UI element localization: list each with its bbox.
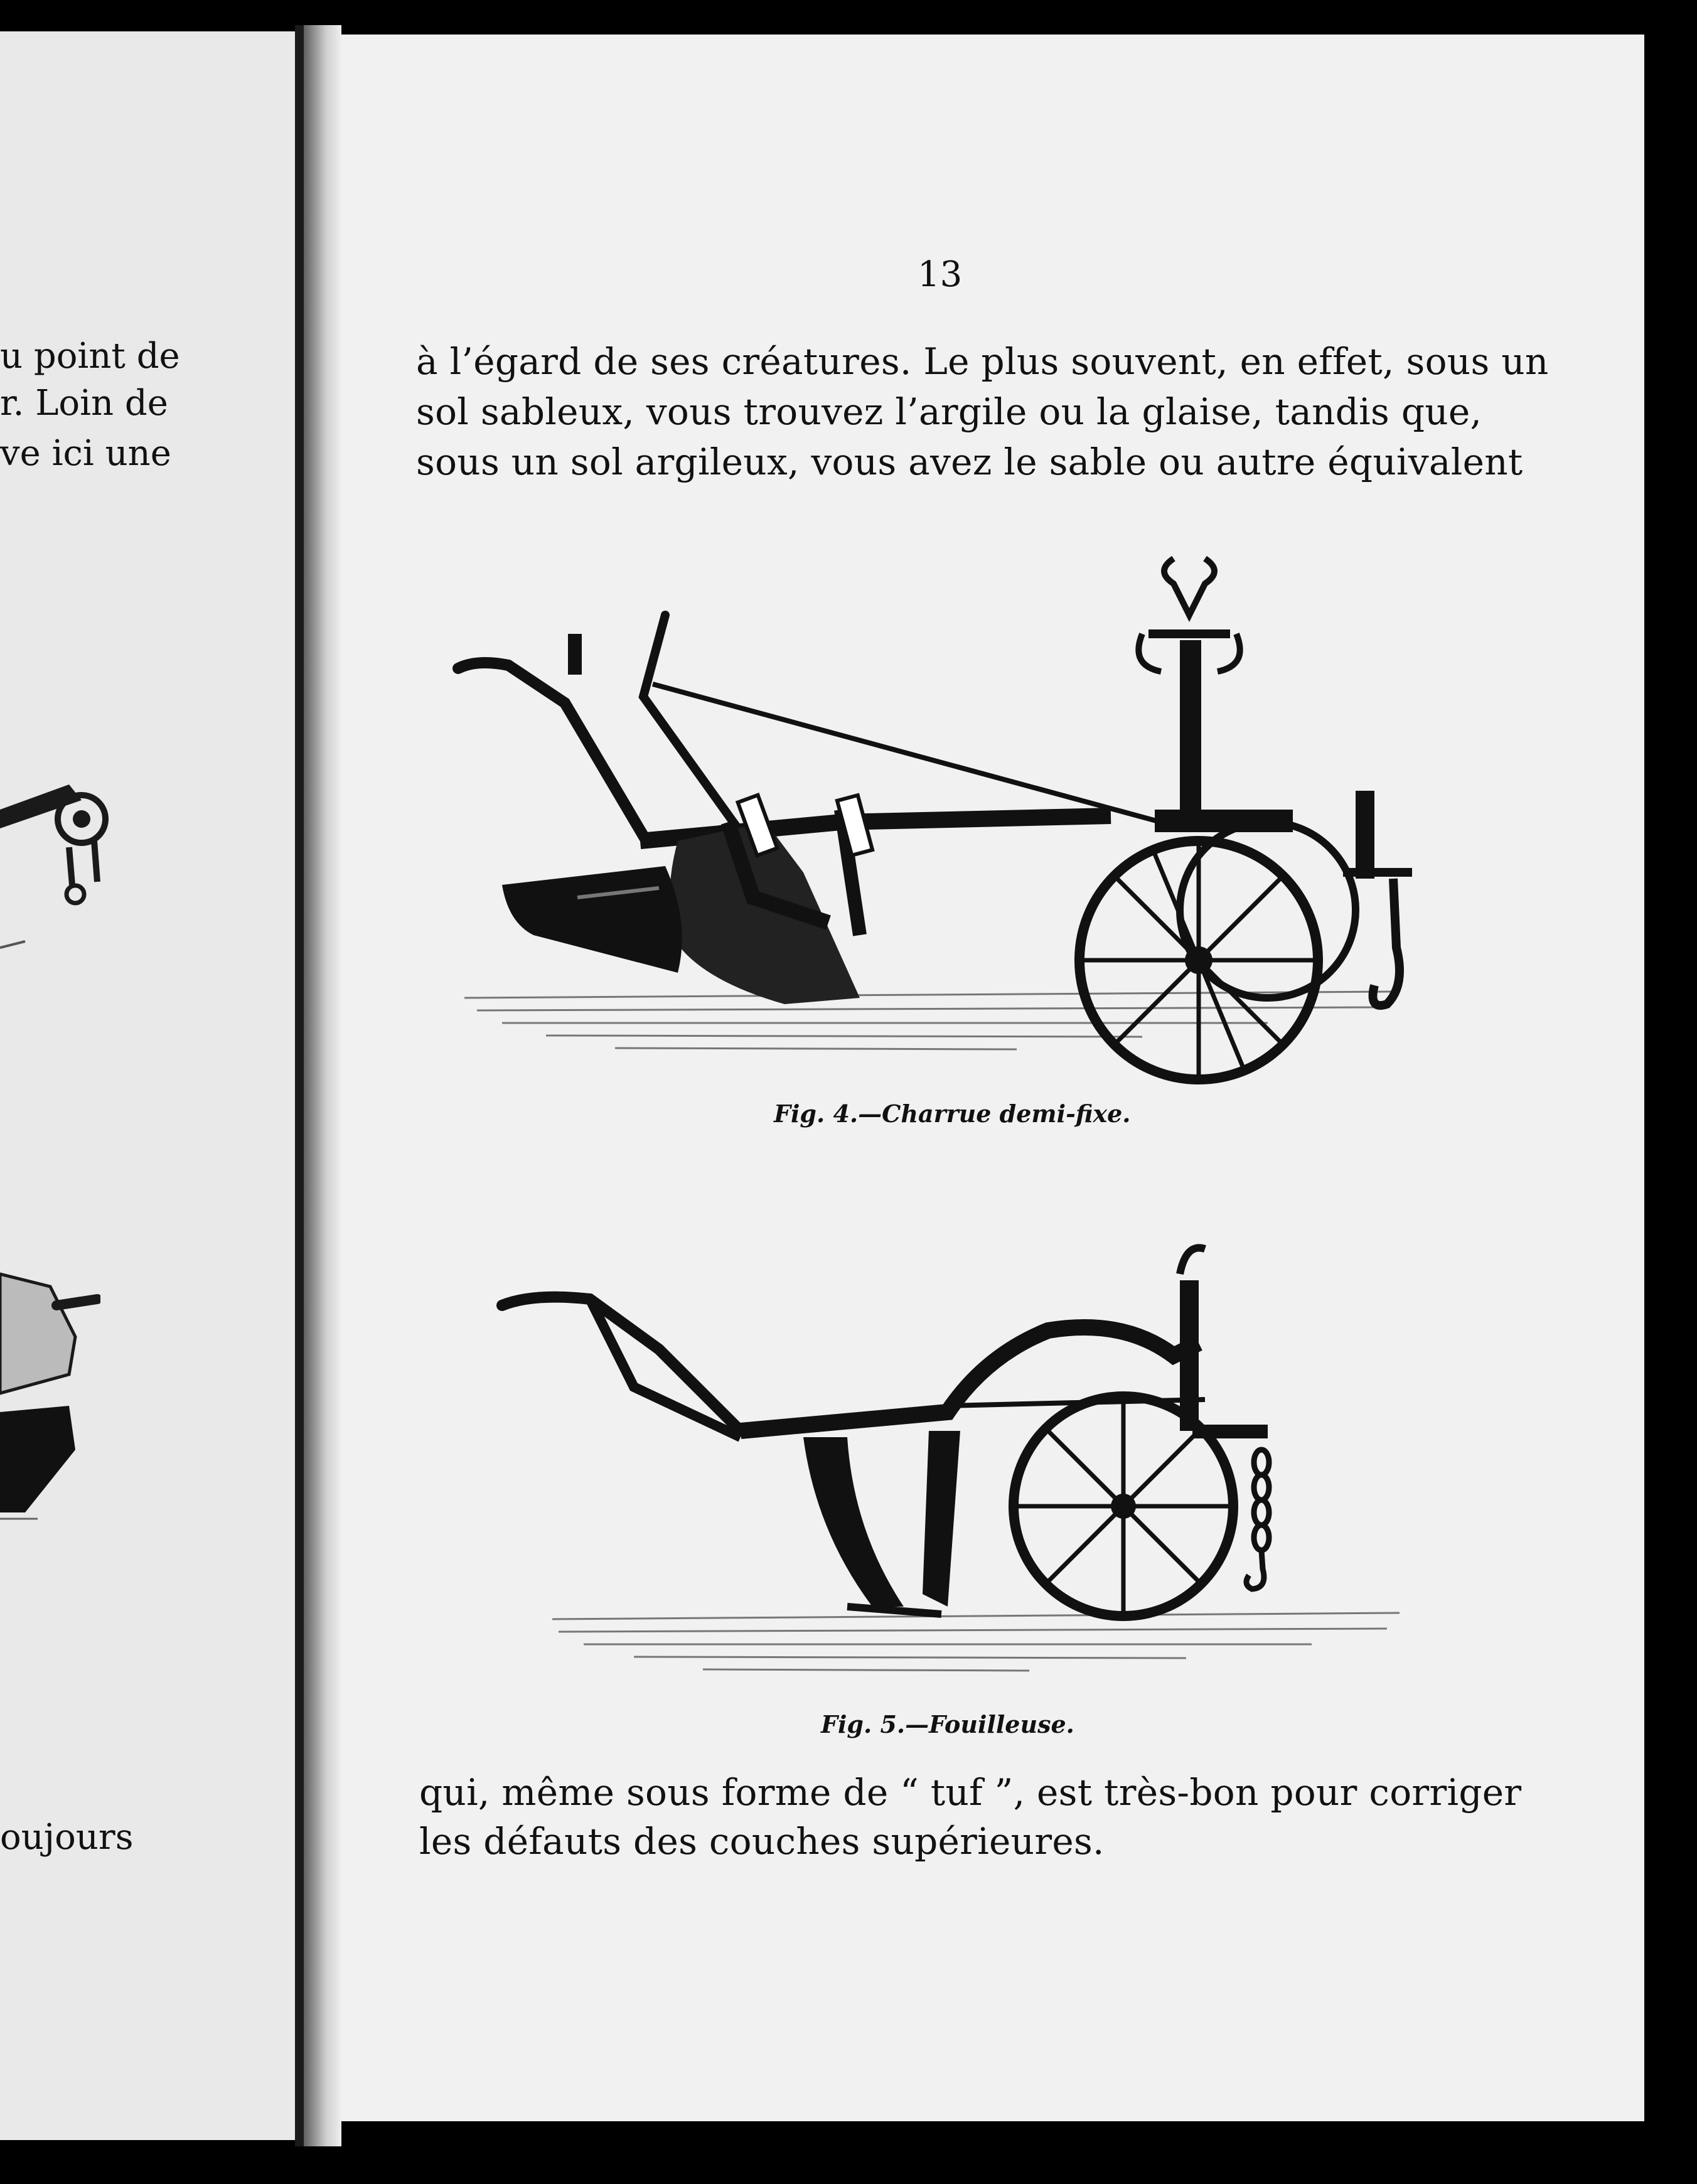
prev-page-engraving-2 bbox=[0, 1249, 100, 1525]
book-gutter bbox=[295, 25, 304, 2146]
prev-page-line-2: r. Loin de bbox=[0, 383, 168, 424]
gutter-shadow bbox=[304, 25, 341, 2146]
paragraph-bottom-line-1: qui, même sous forme de “ tuf ”, est très-bon pour corriger bbox=[419, 1771, 1522, 1814]
paragraph-top-line-3: sous un sol argileux, vous avez le sable ou autre équivalent bbox=[416, 441, 1523, 483]
figure-4-plough-illustration bbox=[452, 546, 1418, 1098]
paragraph-top-line-2: sol sableux, vous trouvez l’argile ou la glaise, tandis que, bbox=[416, 390, 1482, 433]
page-number: 13 bbox=[918, 254, 963, 295]
figure-5-subsoiler-illustration bbox=[496, 1230, 1431, 1682]
paragraph-top-line-1: à l’égard de ses créatures. Le plus souvent, en effet, sous un bbox=[416, 340, 1549, 383]
prev-page-line-4: oujours bbox=[0, 1817, 134, 1858]
paragraph-bottom-line-2: les défauts des couches supérieures. bbox=[419, 1820, 1105, 1863]
prev-page-line-1: u point de bbox=[0, 336, 180, 377]
figure-4-caption: Fig. 4.—Charrue demi-fixe. bbox=[774, 1100, 1131, 1128]
figure-5-caption: Fig. 5.—Fouilleuse. bbox=[821, 1710, 1074, 1738]
prev-page-line-3: ve ici une bbox=[0, 433, 171, 474]
prev-page-engraving-1 bbox=[0, 741, 126, 966]
